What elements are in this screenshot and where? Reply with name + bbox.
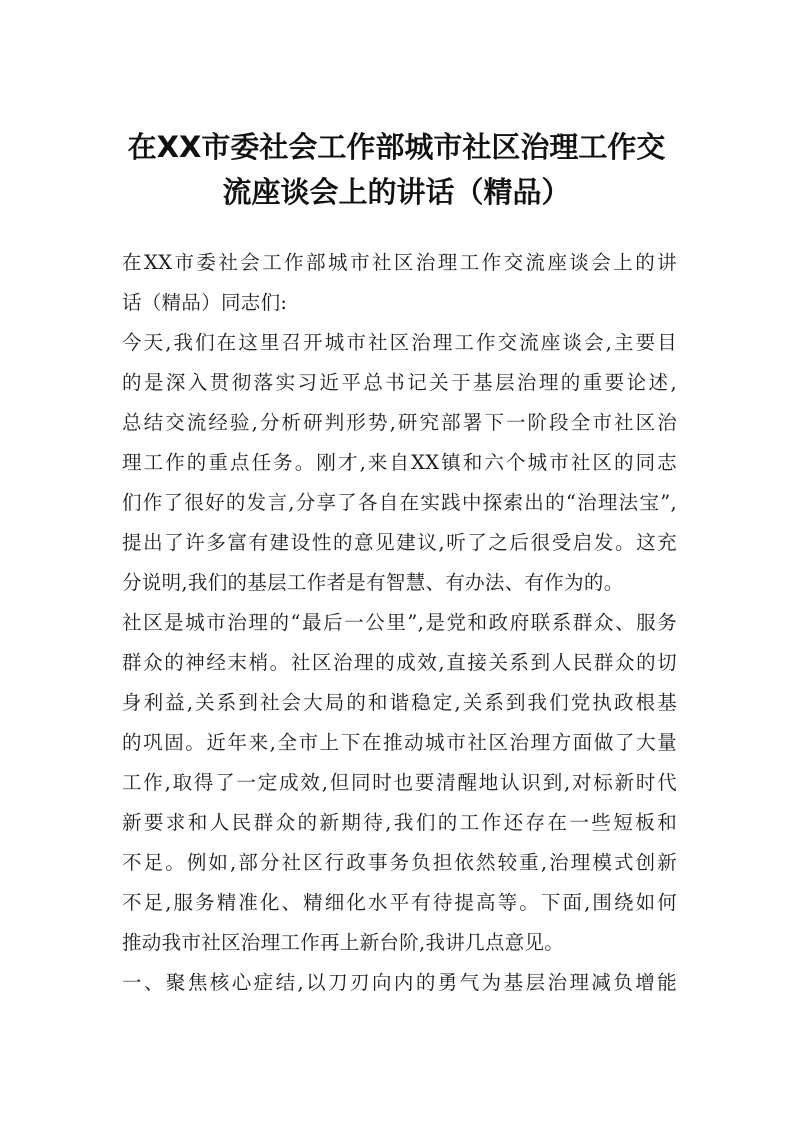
document-title-line-2: 流座谈会上的讲话（精品） [222, 175, 571, 209]
paragraph-line: 的是深入贯彻落实习近平总书记关于基层治理的重要论述, [122, 371, 677, 394]
paragraph-line: 社区是城市治理的“最后一公里”,是党和政府联系群众、服务 [122, 611, 677, 634]
paragraph-line: 理工作的重点任务。刚才,来自XX镇和六个城市社区的同志 [122, 451, 677, 474]
section-heading: 一、聚焦核心症结,以刀刃向内的勇气为基层治理减负增能 [122, 971, 677, 994]
paragraph-line: 的巩固。近年来,全市上下在推动城市社区治理方面做了大量 [122, 731, 677, 754]
paragraph-line: 今天,我们在这里召开城市社区治理工作交流座谈会,主要目 [122, 331, 677, 354]
paragraph-line: 话（精品）同志们: [122, 291, 288, 314]
paragraph-line: 提出了许多富有建设性的意见建议,听了之后很受启发。这充 [122, 531, 677, 554]
paragraph-line: 群众的神经末梢。社区治理的成效,直接关系到人民群众的切 [122, 651, 677, 674]
paragraph-line: 不足。例如,部分社区行政事务负担依然较重,治理模式创新 [122, 851, 677, 874]
document-title-line-1: 在XX市委社会工作部城市社区治理工作交 [127, 130, 666, 164]
paragraph-line: 身利益,关系到社会大局的和谐稳定,关系到我们党执政根基 [122, 691, 677, 714]
paragraph-line: 在XX市委社会工作部城市社区治理工作交流座谈会上的讲 [122, 251, 677, 274]
paragraph-line: 新要求和人民群众的新期待,我们的工作还存在一些短板和 [122, 811, 677, 834]
paragraph-line: 分说明,我们的基层工作者是有智慧、有办法、有作为的。 [122, 571, 624, 594]
paragraph-line: 工作,取得了一定成效,但同时也要清醒地认识到,对标新时代 [122, 771, 677, 794]
paragraph-line: 们作了很好的发言,分享了各自在实践中探索出的“治理法宝”, [122, 491, 677, 514]
paragraph-line: 总结交流经验,分析研判形势,研究部署下一阶段全市社区治 [122, 411, 677, 434]
paragraph-line: 不足,服务精准化、精细化水平有待提高等。下面,围绕如何 [122, 891, 677, 914]
paragraph-line: 推动我市社区治理工作再上新台阶,我讲几点意见。 [122, 931, 565, 954]
